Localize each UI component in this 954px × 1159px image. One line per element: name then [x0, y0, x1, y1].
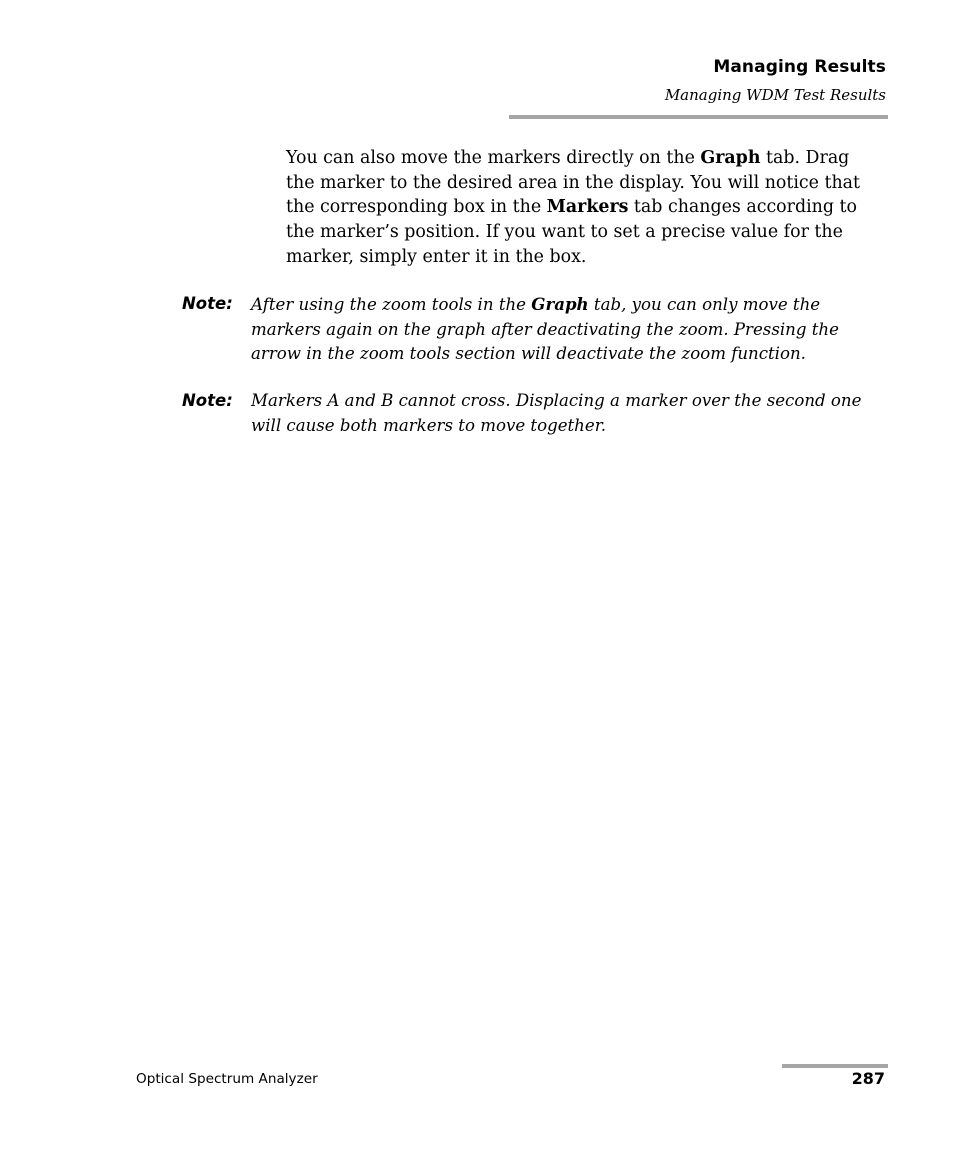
section-title: Managing WDM Test Results [664, 86, 886, 104]
note-text: Markers A and B cannot cross. Displacing a marker over the second one will cause both markers to move together. [251, 391, 862, 435]
graph-tab-reference: Graph [700, 148, 761, 168]
body-text-2: tab. Drag the marker to the desired area in the display. You will notice that the corresponding box in the [286, 148, 861, 218]
markers-tab-reference: Markers [546, 197, 629, 218]
body-text-3: tab changes according to the marker’s position. If you want to set a precise value for the marker, simply enter it in the box. [286, 197, 857, 267]
body-text-1: You can also move the markers directly on the [286, 148, 701, 168]
note-label: Note: [182, 294, 233, 313]
footer-product-name: Optical Spectrum Analyzer [136, 1071, 318, 1087]
note-text-2: tab, you can only move the markers again on the graph after deactivating the zoom. Pressing the arrow in the zoom tools section will deactivate the zoom function. [251, 295, 839, 363]
body-paragraph [286, 146, 871, 270]
note-text [251, 292, 871, 367]
page-number: 287 [851, 1069, 885, 1088]
footer-divider [782, 1064, 888, 1068]
note-text-1: After using the zoom tools in the [251, 295, 532, 314]
header-divider [509, 115, 888, 119]
note-label: Note: [182, 391, 233, 410]
chapter-title: Managing Results [713, 57, 886, 77]
graph-tab-reference: Graph [531, 294, 589, 314]
